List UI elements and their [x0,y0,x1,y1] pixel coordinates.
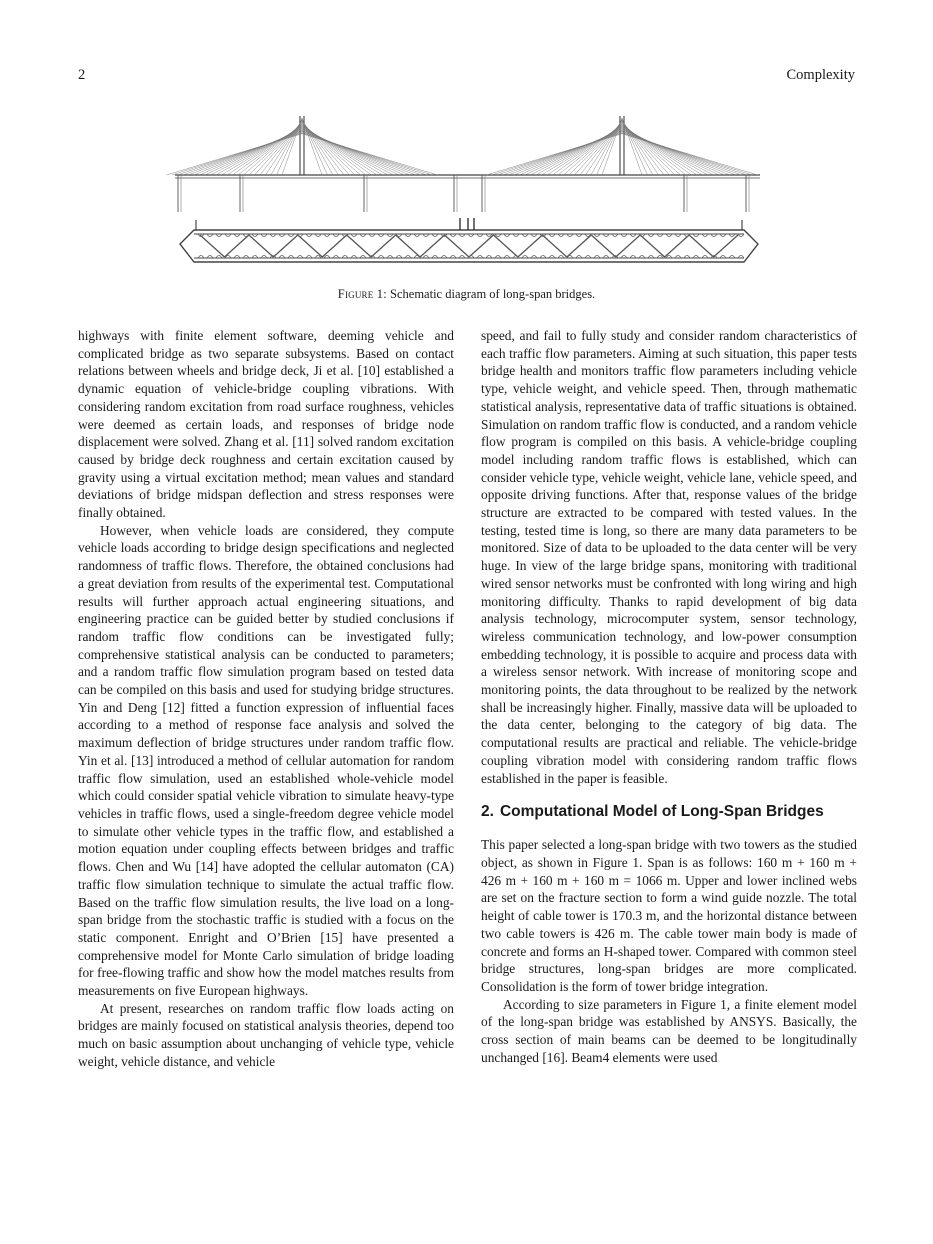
truss-web [493,235,517,257]
cable-stayed-bridge-diagram [160,112,775,282]
truss-web [200,235,224,257]
paragraph: According to size parameters in Figure 1, a finite element model of the long-span bridge was established by ANSYS. Basically, the cross section of main beams can be deemed to be longitudinally unchanged [16]. Beam4 elements were used [481,996,857,1065]
truss-web [396,235,420,257]
truss-web [689,235,713,257]
section-number: 2. [481,803,494,821]
paragraph: highways with finite element software, deeming vehicle and complicated bridge as two separate subsystems. Based on contact relations between wheels and bridge deck, Ji et al. [10] established a dynamic equation of vehicle-bridge coupling vibrations. With considering random excitation from road surface roughness, vehicles were deemed as certain loads, and responses of bridge node displacement were solved. Zhang et al. [11] solved random excitation caused by bridge deck roughness and certain excitation caused by gravity using a virtual excitation method; mean values and standard deviations of bridge midspan deflection and stress responses were finally obtained. [78,328,454,521]
paragraph: speed, and fail to fully study and consider random characteristics of each traffic flow parameters. Aiming at such situation, this paper tests bridge health and monitors traffic flow parameters including vehicle type, vehicle weight, and vehicle speed. Then, through mathematic statistical analysis, representative data of traffic situations is obtained. Simulation on random traffic flow is conducted, and a random vehicle flow program is compiled on this basis. A vehicle-bridge coupling model including random traffic flows is established, which can consider vehicle type, vehicle weight, vehicle lane, vehicle speed, and opposite driving functions. After that, response values of the bridge structure are extracted to be compared with tested values. In the testing, tested time is long, so there are many data parameters to be monitored. Size of data to be uploaded to the data center will be very huge. In view of the large bridge spans, monitoring with traditional wired sensor networks must be confronted with long wiring and high monitoring difficulty. Thanks to rapid development of big data analysis technology, microcomputer system, sensor technology, wireless communication technology, and low-power consumption embedding technology, it is possible to acquire and process data with a wireless sensor network. With increase of monitoring scope and monitoring points, the data throughout to be realized by the network shall be increasingly higher. Finally, massive data will be uploaded to the data center, belonging to the category of big data. The computational results are practical and reliable. The vehicle-bridge coupling vibration model with considering random traffic flows established in the paper is feasible. [481,328,857,786]
page-number: 2 [78,67,86,83]
truss-web [445,235,469,257]
truss-web [347,235,371,257]
truss-web [542,235,566,257]
paragraph: This paper selected a long-span bridge with two towers as the studied object, as shown in Figure 1. Span is as follows: 160 m + 160 m + 426 m + 160 m + 160 m = 1066 m. Upper and lower inclined webs are set on the fracture section to form a wind guide nozzle. The total height of cable tower is 170.3 m, and the horizontal distance between two cable towers is 426 m. The cable tower main body is made of concrete and forms an H-shaped tower. Compared with common steel bridge structures, long-span bridges are more complicated. Consolidation is the form of tower bridge integration. [481,837,857,994]
journal-name: Complexity [786,67,855,83]
section-title: Computational Model of Long-Span Bridges [499,803,824,821]
paragraph: However, when vehicle loads are considered, they compute vehicle loads according to bridge design specifications and neglected randomness of traffic flows. Therefore, the obtained conclusions had a great deviation from results of the experimental test. Computational results will further approach actual engineering situations, and engineering practice can be guided better by studied conclusions if random traffic flow conditions can be investigated fully; comprehensive statistical analysis can be conducted to parameters; and a random traffic flow simulation program based on tested data can be compiled on this basis and used for studying bridge structures. Yin and Deng [12] fitted a function expression of influential faces according to a method of response face analysis and solved the maximum deflection of bridge structures under random traffic flow. Yin et al. [13] introduced a method of cellular automation for random traffic flow simulation, used an established whole-vehicle model which could consider spatial vehicle vibration to simulate heavy-type vehicles in traffic flows, used a single-freedom degree vehicle model to simulate other vehicle types in the traffic flow, and established a motion equation under coupling effects between bridges and traffic flows. Chen and Wu [14] have adopted the cellular automaton (CA) traffic flow simulation technique to simulate the actual traffic flow. Based on the traffic flow simulation results, the live load on a long-span bridge from the stochastic traffic is studied with a focus on the static component. Enright and O’Brien [15] have presented a comprehensive model for Monte Carlo simulation of bridge loading for free-flowing traffic and show how the model matches results from measurements on five European highways. [78,522,454,999]
figure-caption [0,287,933,302]
truss-web [298,235,322,257]
truss-web [591,235,615,257]
page-header [78,67,855,87]
figure-label: Figure 1: [337,287,387,301]
truss-web [640,235,664,257]
section-heading [481,802,857,822]
figure-1 [160,112,775,282]
figure-caption-text: Schematic diagram of long-span bridges. [390,287,596,301]
truss-web [249,235,273,257]
paragraph: At present, researches on random traffic flow loads acting on bridges are mainly focused on statistical analysis theories, depend too much on basic assumption about unchanging of vehicle type, vehicle weight, vehicle distance, and vehicle [78,1000,454,1069]
left-column [78,327,454,1071]
right-column [481,327,857,1066]
